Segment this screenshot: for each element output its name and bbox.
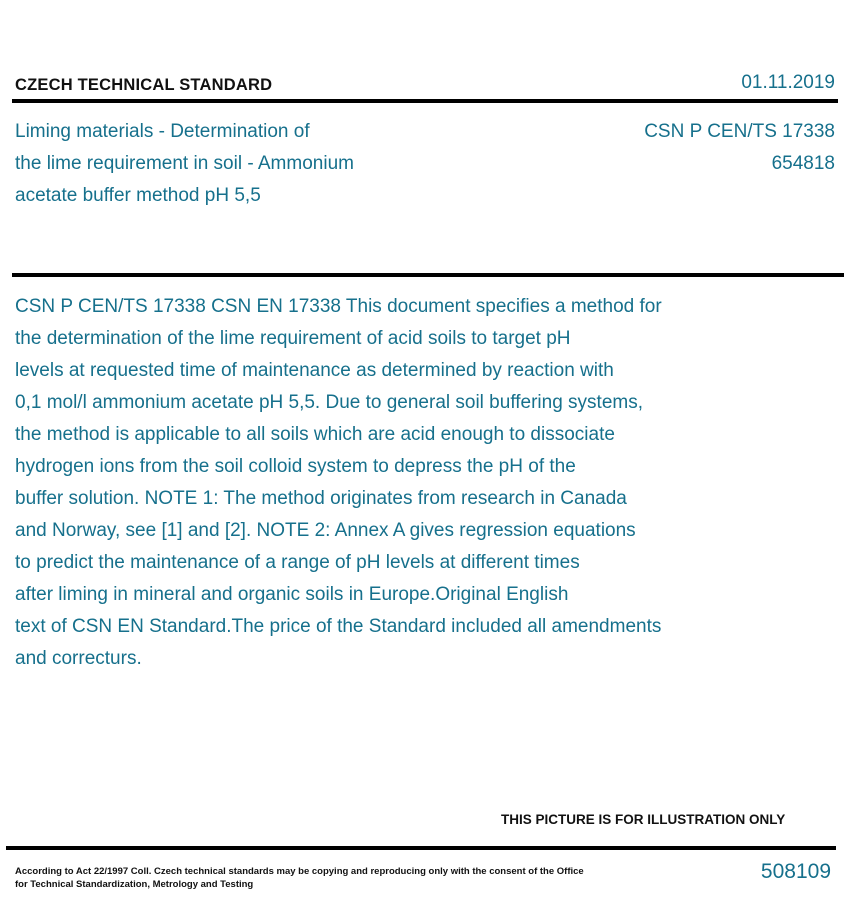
description-line: after liming in mineral and organic soils in Europe.Original English bbox=[15, 584, 569, 605]
publication-date: 01.11.2019 bbox=[741, 72, 835, 93]
description-line: and Norway, see [1] and [2]. NOTE 2: Annex A gives regression equations bbox=[15, 520, 636, 541]
description-line: text of CSN EN Standard.The price of the Standard included all amendments bbox=[15, 616, 662, 637]
catalog-number: 654818 bbox=[771, 153, 835, 174]
legal-notice-line: According to Act 22/1997 Coll. Czech technical standards may be copying and reproducing only with the consent of the Office bbox=[15, 866, 584, 877]
standard-code: CSN P CEN/TS 17338 bbox=[644, 121, 835, 142]
description-line: the method is applicable to all soils which are acid enough to dissociate bbox=[15, 424, 615, 445]
description-line: levels at requested time of maintenance as determined by reaction with bbox=[15, 360, 614, 381]
description-line: the determination of the lime requirement of acid soils to target pH bbox=[15, 328, 571, 349]
standard-identifiers bbox=[644, 116, 835, 180]
description-line: to predict the maintenance of a range of pH levels at different times bbox=[15, 552, 580, 573]
standard-description bbox=[15, 291, 815, 675]
title-divider bbox=[12, 273, 844, 277]
standard-title-line: acetate buffer method pH 5,5 bbox=[15, 185, 261, 206]
legal-notice bbox=[15, 865, 595, 891]
standard-title-line: Liming materials - Determination of bbox=[15, 121, 310, 142]
footer-divider bbox=[6, 846, 836, 850]
standard-title bbox=[15, 116, 435, 212]
description-line: 0,1 mol/l ammonium acetate pH 5,5. Due to general soil buffering systems, bbox=[15, 392, 644, 413]
description-line: buffer solution. NOTE 1: The method originates from research in Canada bbox=[15, 488, 627, 509]
footer-code: 508109 bbox=[760, 860, 831, 883]
illustration-disclaimer: THIS PICTURE IS FOR ILLUSTRATION ONLY bbox=[501, 812, 786, 827]
document-type-heading: CZECH TECHNICAL STANDARD bbox=[15, 76, 273, 94]
description-line: CSN P CEN/TS 17338 CSN EN 17338 This document specifies a method for bbox=[15, 296, 662, 317]
description-line: and correcturs. bbox=[15, 648, 142, 669]
description-line: hydrogen ions from the soil colloid system to depress the pH of the bbox=[15, 456, 576, 477]
header-divider bbox=[12, 99, 838, 103]
legal-notice-line: for Technical Standardization, Metrology and Testing bbox=[15, 879, 254, 890]
standard-title-line: the lime requirement in soil - Ammonium bbox=[15, 153, 354, 174]
